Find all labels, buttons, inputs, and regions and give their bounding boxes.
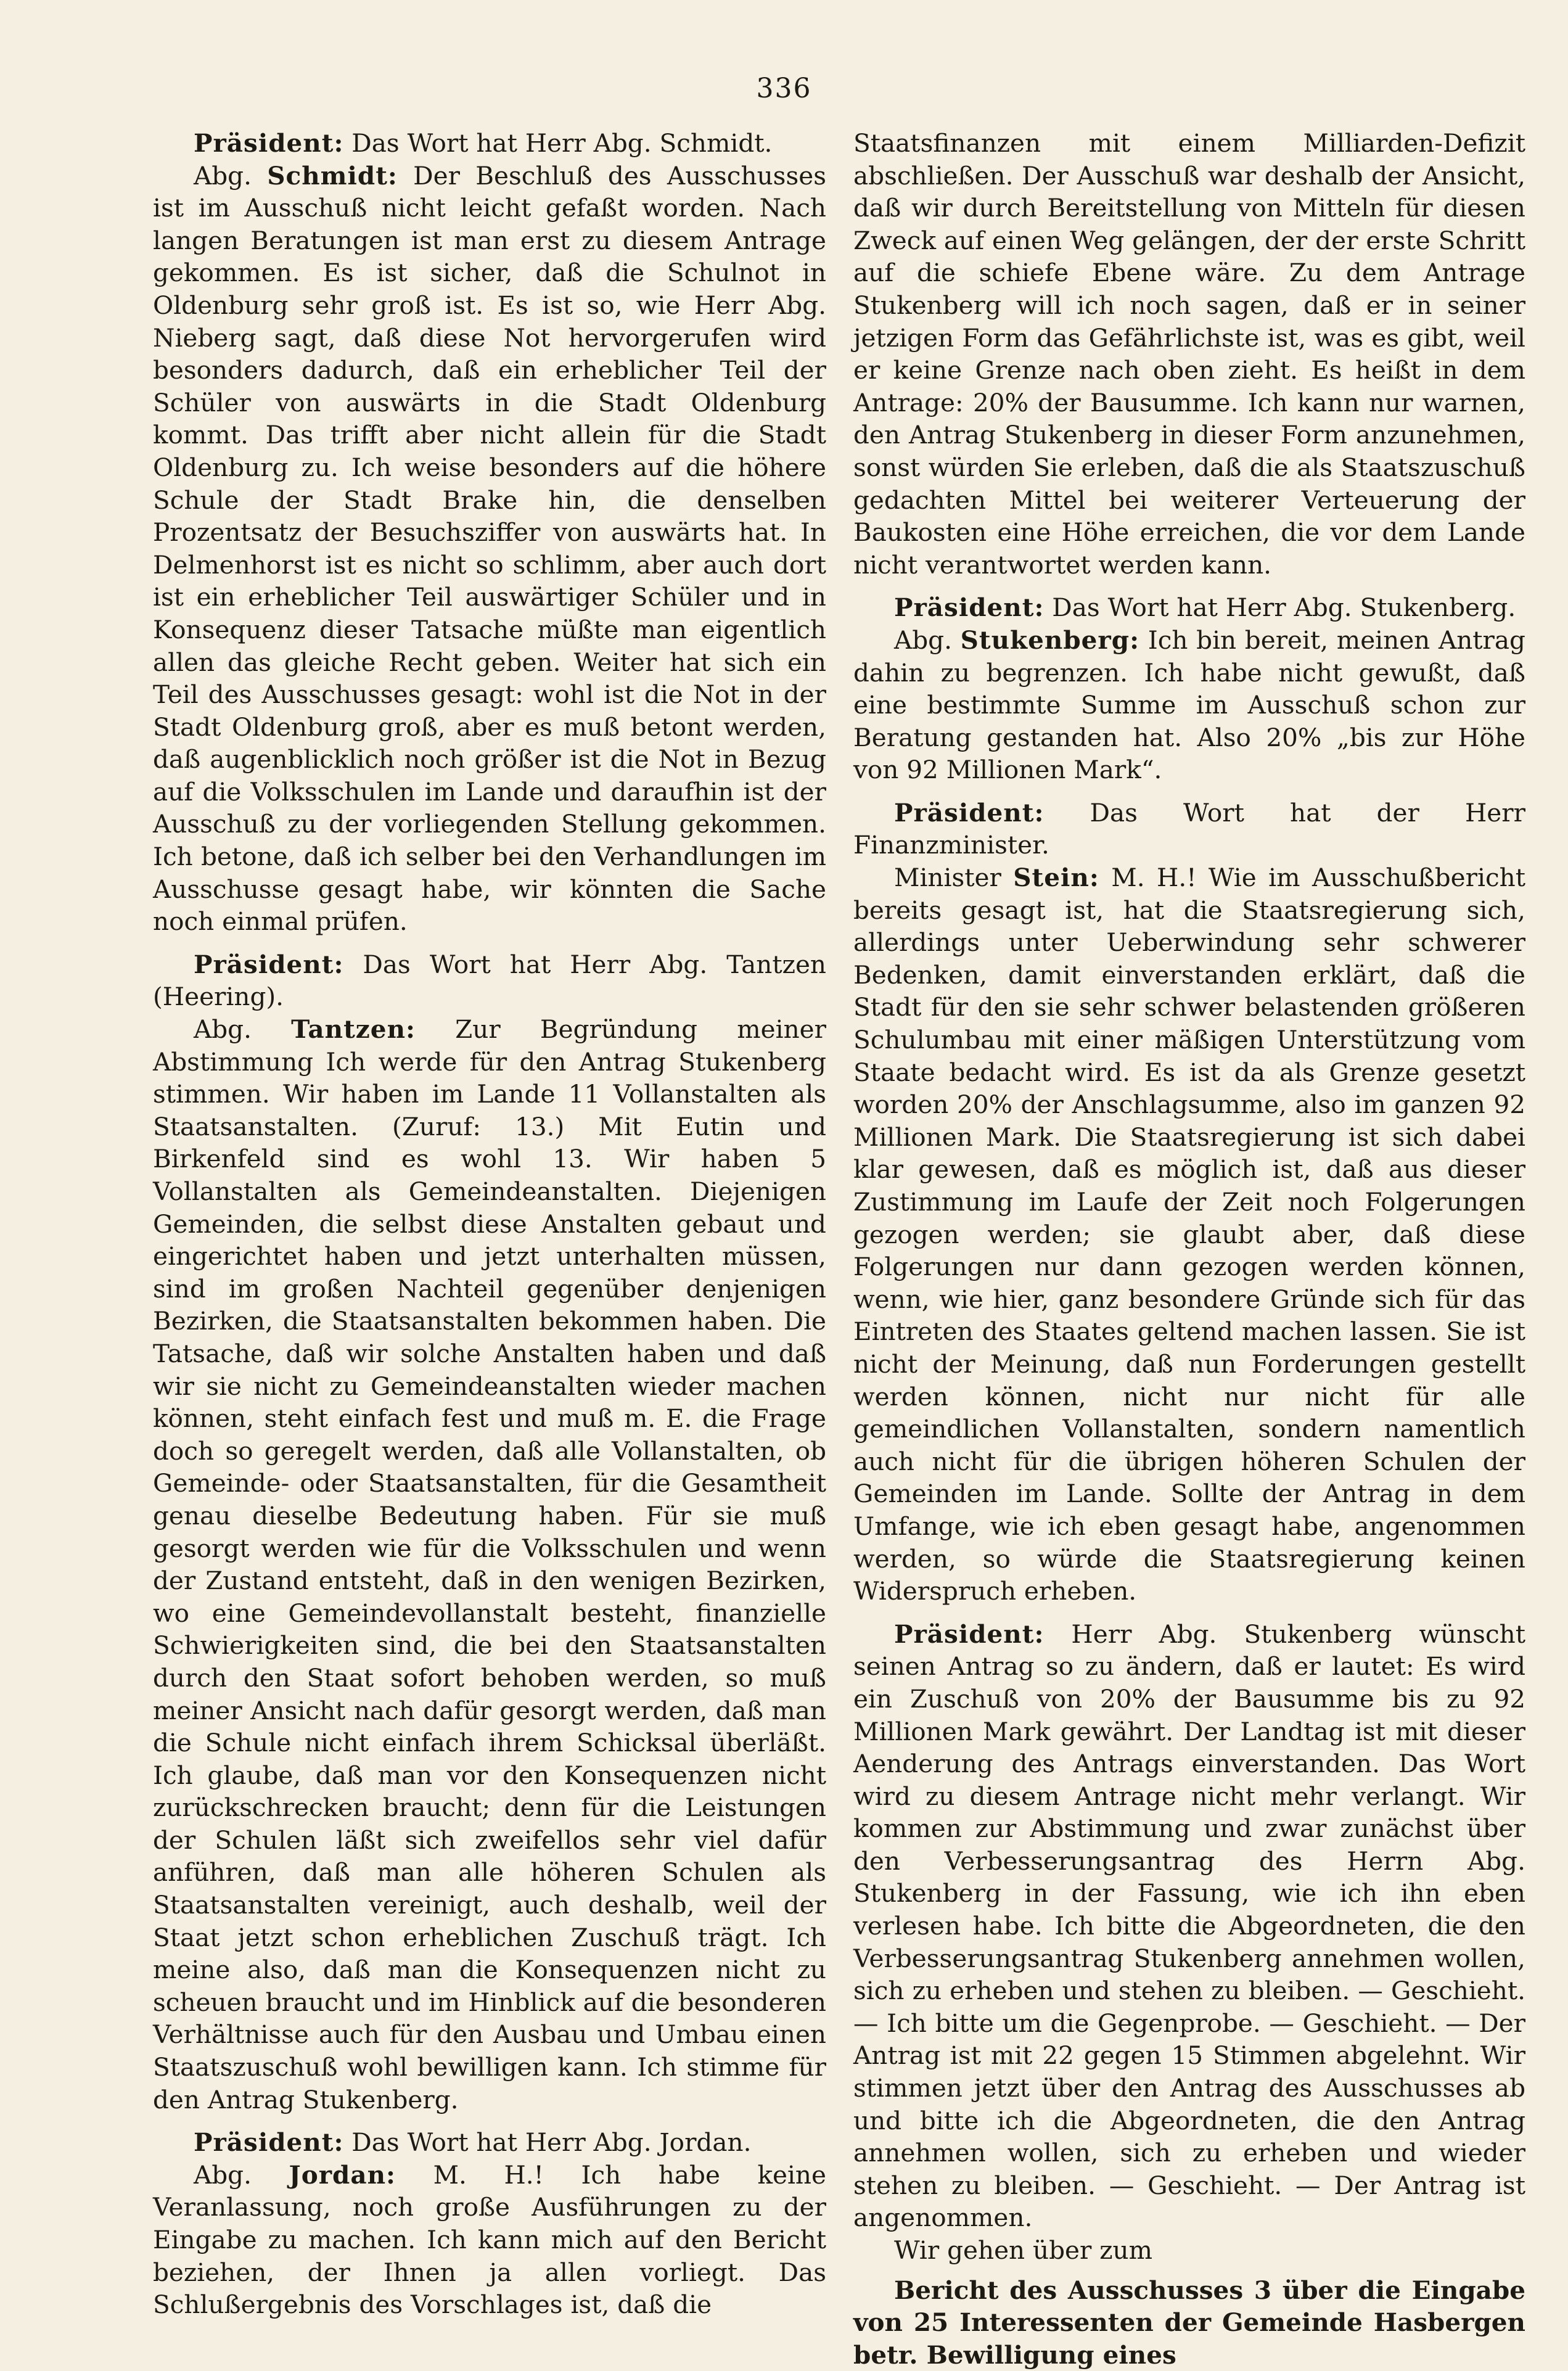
speaker-name: Stein:	[1013, 863, 1099, 893]
speaker-name: Präsident:	[194, 949, 344, 979]
speech-praesident-6	[853, 1618, 1525, 2234]
speech-text: M. H.! Ich habe keine Veranlassung, noch große Ausführungen zu der Eingabe zu machen. Ich kann mich auf den Bericht beziehen, der Ihnen ja allen vorliegt. Das Schlußergebnis des Vorschlages ist, daß die	[153, 2159, 826, 2320]
speaker-name: Schmidt:	[267, 160, 398, 191]
speech-schmidt	[153, 160, 826, 938]
speech-text: Zur Begründung meiner Abstimmung Ich werde für den Antrag Stukenberg stimmen. Wir haben im Lande 11 Vollanstalten als Staatsanstalten. (Zuruf: 13.) Mit Eutin und Birkenfeld sind es wohl 13. Wir haben 5 Vollanstalten als Gemeindeanstalten. Diejenigen Gemeinden, die selbst diese Anstalten gebaut und eingerichtet haben und jetzt unterhalten müssen, sind im großen Nachteil gegenüber denjenigen Bezirken, die Staatsanstalten bekommen haben. Die Tatsache, daß wir solche Anstalten haben und daß wir sie nicht zu Gemeindeanstalten wieder machen können, steht einfach fest und muß m. E. die Frage doch so geregelt werden, daß alle Vollanstalten, ob Gemeinde- oder Staatsanstalten, für die Gesamtheit genau dieselbe Bedeutung haben. Für sie muß gesorgt werden wie für die Volksschulen und wenn der Zustand entsteht, daß in den wenigen Bezirken, wo eine Gemeindevollanstalt besteht, finanzielle Schwierigkeiten sind, die bei den Staatsanstalten durch den Staat sofort behoben werden, so muß meiner Ansicht nach dafür gesorgt werden, daß man die Schule nicht einfach ihrem Schicksal überläßt. Ich glaube, daß man vor den Konsequenzen nicht zurückschrecken braucht; denn für die Leistungen der Schulen läßt sich zweifellos sehr viel dafür anführen, daß man alle höheren Schulen als Staatsanstalten vereinigt, auch deshalb, weil der Staat jetzt schon erheblichen Zuschuß trägt. Ich meine also, daß man die Konsequenzen nicht zu scheuen braucht und im Hinblick auf die besonderen Verhältnisse auch für den Ausbau und Umbau einen Staatszuschuß wohl bewilligen kann. Ich stimme für den Antrag Stukenberg.	[153, 1014, 826, 2114]
speech-praesident-3	[153, 2126, 826, 2159]
speech-text: Der Beschluß des Ausschusses ist im Ausschuß nicht leicht gefaßt worden. Nach langen Beratungen ist man erst zu diesem Antrage gekommen. Es ist sicher, daß die Schulnot in Oldenburg sehr groß ist. Es ist so, wie Herr Abg. Nieberg sagt, daß diese Not hervorgerufen wird besonders dadurch, daß ein erheblicher Teil der Schüler von auswärts in die Stadt Oldenburg kommt. Das trifft aber nicht allein für die Stadt Oldenburg zu. Ich weise besonders auf die höhere Schule der Stadt Brake hin, die denselben Prozentsatz der Besuchsziffer von auswärts hat. In Delmenhorst ist es nicht so schlimm, aber auch dort ist ein erheblicher Teil auswärtiger Schüler und in Konsequenz dieser Tatsache müßte man eigentlich allen das gleiche Recht geben. Weiter hat sich ein Teil des Ausschusses gesagt: wohl ist die Not in der Stadt Oldenburg groß, aber es muß betont werden, daß augenblicklich noch größer ist die Not in Bezug auf die Volksschulen im Lande und daraufhin ist der Ausschuß zu der vorliegenden Stellung gekommen. Ich betone, daß ich selber bei den Verhandlungen im Ausschusse gesagt habe, wir könnten die Sache noch einmal prüfen.	[153, 160, 826, 937]
speaker-name: Stukenberg:	[960, 625, 1140, 655]
speaker-title: Abg.	[194, 1014, 292, 1045]
agenda-heading: Bericht des Ausschusses 3 über die Eingabe von 25 Interessenten der Gemeinde Hasbergen betr. Bewilligung eines	[853, 2275, 1525, 2370]
speaker-name: Jordan:	[289, 2159, 396, 2190]
speaker-title: Abg.	[894, 625, 961, 655]
speaker-name: Präsident:	[894, 593, 1045, 623]
speaker-title: Abg.	[194, 2159, 289, 2190]
page-number: 336	[756, 73, 812, 104]
speaker-name: Präsident:	[894, 797, 1045, 828]
speech-text: Herr Abg. Stukenberg wünscht seinen Antrag so zu ändern, daß er lautet: Es wird ein Zuschuß von 20% der Bausumme bis zu 92 Millionen Mark gewährt. Der Landtag ist mit dieser Aenderung des Antrags einverstanden. Das Wort wird zu diesem Antrage nicht mehr verlangt. Wir kommen zur Abstimmung und zwar zunächst über den Verbesserungsantrag des Herrn Abg. Stukenberg in der Fassung, wie ich ihn eben verlesen habe. Ich bitte die Abgeordneten, die den Verbesserungsantrag Stukenberg annehmen wollen, sich zu erheben und stehen zu bleiben. — Geschieht. — Ich bitte um die Gegenprobe. — Geschieht. — Der Antrag ist mit 22 gegen 15 Stimmen abgelehnt. Wir stimmen jetzt über den Antrag des Ausschusses ab und bitte ich die Abgeordneten, die den Antrag annehmen wollen, sich zu erheben und wieder stehen zu bleiben. — Geschieht. — Der Antrag ist angenommen.	[853, 1619, 1525, 2233]
speech-text: Das Wort hat Herr Abg. Jordan.	[343, 2127, 752, 2158]
speaker-title: Minister	[894, 863, 1014, 893]
speaker-name: Präsident:	[194, 2127, 344, 2158]
left-column	[153, 127, 826, 2321]
right-column	[853, 127, 1525, 2371]
speech-praesident-4	[853, 591, 1525, 624]
speech-text: Das Wort hat Herr Abg. Stukenberg.	[1044, 593, 1516, 623]
speech-tantzen	[153, 1013, 826, 2116]
speaker-title: Abg.	[194, 160, 268, 191]
speech-text: Ich bin bereit, meinen Antrag dahin zu begrenzen. Ich habe nicht gewußt, daß eine bestimmte Summe im Ausschuß schon zur Beratung gestanden hat. Also 20% „bis zur Höhe von 92 Millionen Mark“.	[853, 625, 1525, 785]
speaker-name: Präsident:	[894, 1619, 1045, 1649]
speech-praesident-2	[153, 948, 826, 1013]
speech-praesident-1	[153, 127, 826, 160]
speech-text: Das Wort hat der Herr Finanzminister.	[853, 797, 1525, 860]
speech-text: Das Wort hat Herr Abg. Schmidt.	[343, 128, 773, 158]
speech-jordan-continued: Staatsfinanzen mit einem Milliarden-Defizit abschließen. Der Ausschuß war deshalb der Ansicht, daß wir durch Bereitstellung von Mitteln für diesen Zweck auf einen Weg gelängen, der der erste Schritt auf die schiefe Ebene wäre. Zu dem Antrage Stukenberg will ich noch sagen, daß er in seiner jetzigen Form das Gefährlichste ist, was es gibt, weil er keine Grenze nach oben zieht. Es heißt in dem Antrage: 20% der Bausumme. Ich kann nur warnen, den Antrag Stukenberg in dieser Form anzunehmen, sonst würden Sie erleben, daß die als Staatszuschuß gedachten Mittel bei weiterer Verteuerung der Baukosten eine Höhe erreichen, die vor dem Lande nicht verantwortet werden kann.	[853, 128, 1525, 580]
speech-text: Das Wort hat Herr Abg. Tantzen (Heering).	[153, 949, 826, 1012]
speech-stukenberg	[853, 624, 1525, 786]
speech-text: M. H.! Wie im Ausschußbericht bereits gesagt ist, hat die Staatsregierung sich, allerdings unter Ueberwindung sehr schwerer Bedenken, damit einverstanden erklärt, daß die Stadt für den sie sehr schwer belastenden größeren Schulumbau mit einer mäßigen Unterstützung vom Staate bedacht wird. Es ist da als Grenze gesetzt worden 20% der Anschlagsumme, also im ganzen 92 Millionen Mark. Die Staatsregierung ist sich dabei klar gewesen, daß es möglich ist, daß aus dieser Zustimmung im Laufe der Zeit noch Folgerungen gezogen werden; sie glaubt aber, daß diese Folgerungen nur dann gezogen werden können, wenn, wie hier, ganz besondere Gründe sich für das Eintreten des Staates geltend machen lassen. Sie ist nicht der Meinung, daß nun Forderungen gestellt werden können, nicht nur nicht für alle gemeindlichen Vollanstalten, sondern namentlich auch nicht für die übrigen höheren Schulen der Gemeinden im Lande. Sollte der Antrag in dem Umfange, wie ich eben gesagt habe, angenommen werden, so würde die Staatsregierung keinen Widerspruch erheben.	[853, 863, 1525, 1606]
transition-line: Wir gehen über zum	[894, 2235, 1153, 2265]
speech-jordan	[153, 2159, 826, 2321]
speech-praesident-5	[853, 797, 1525, 861]
speaker-name: Präsident:	[194, 128, 344, 158]
speech-stein	[853, 861, 1525, 1608]
speaker-name: Tantzen:	[291, 1014, 416, 1045]
